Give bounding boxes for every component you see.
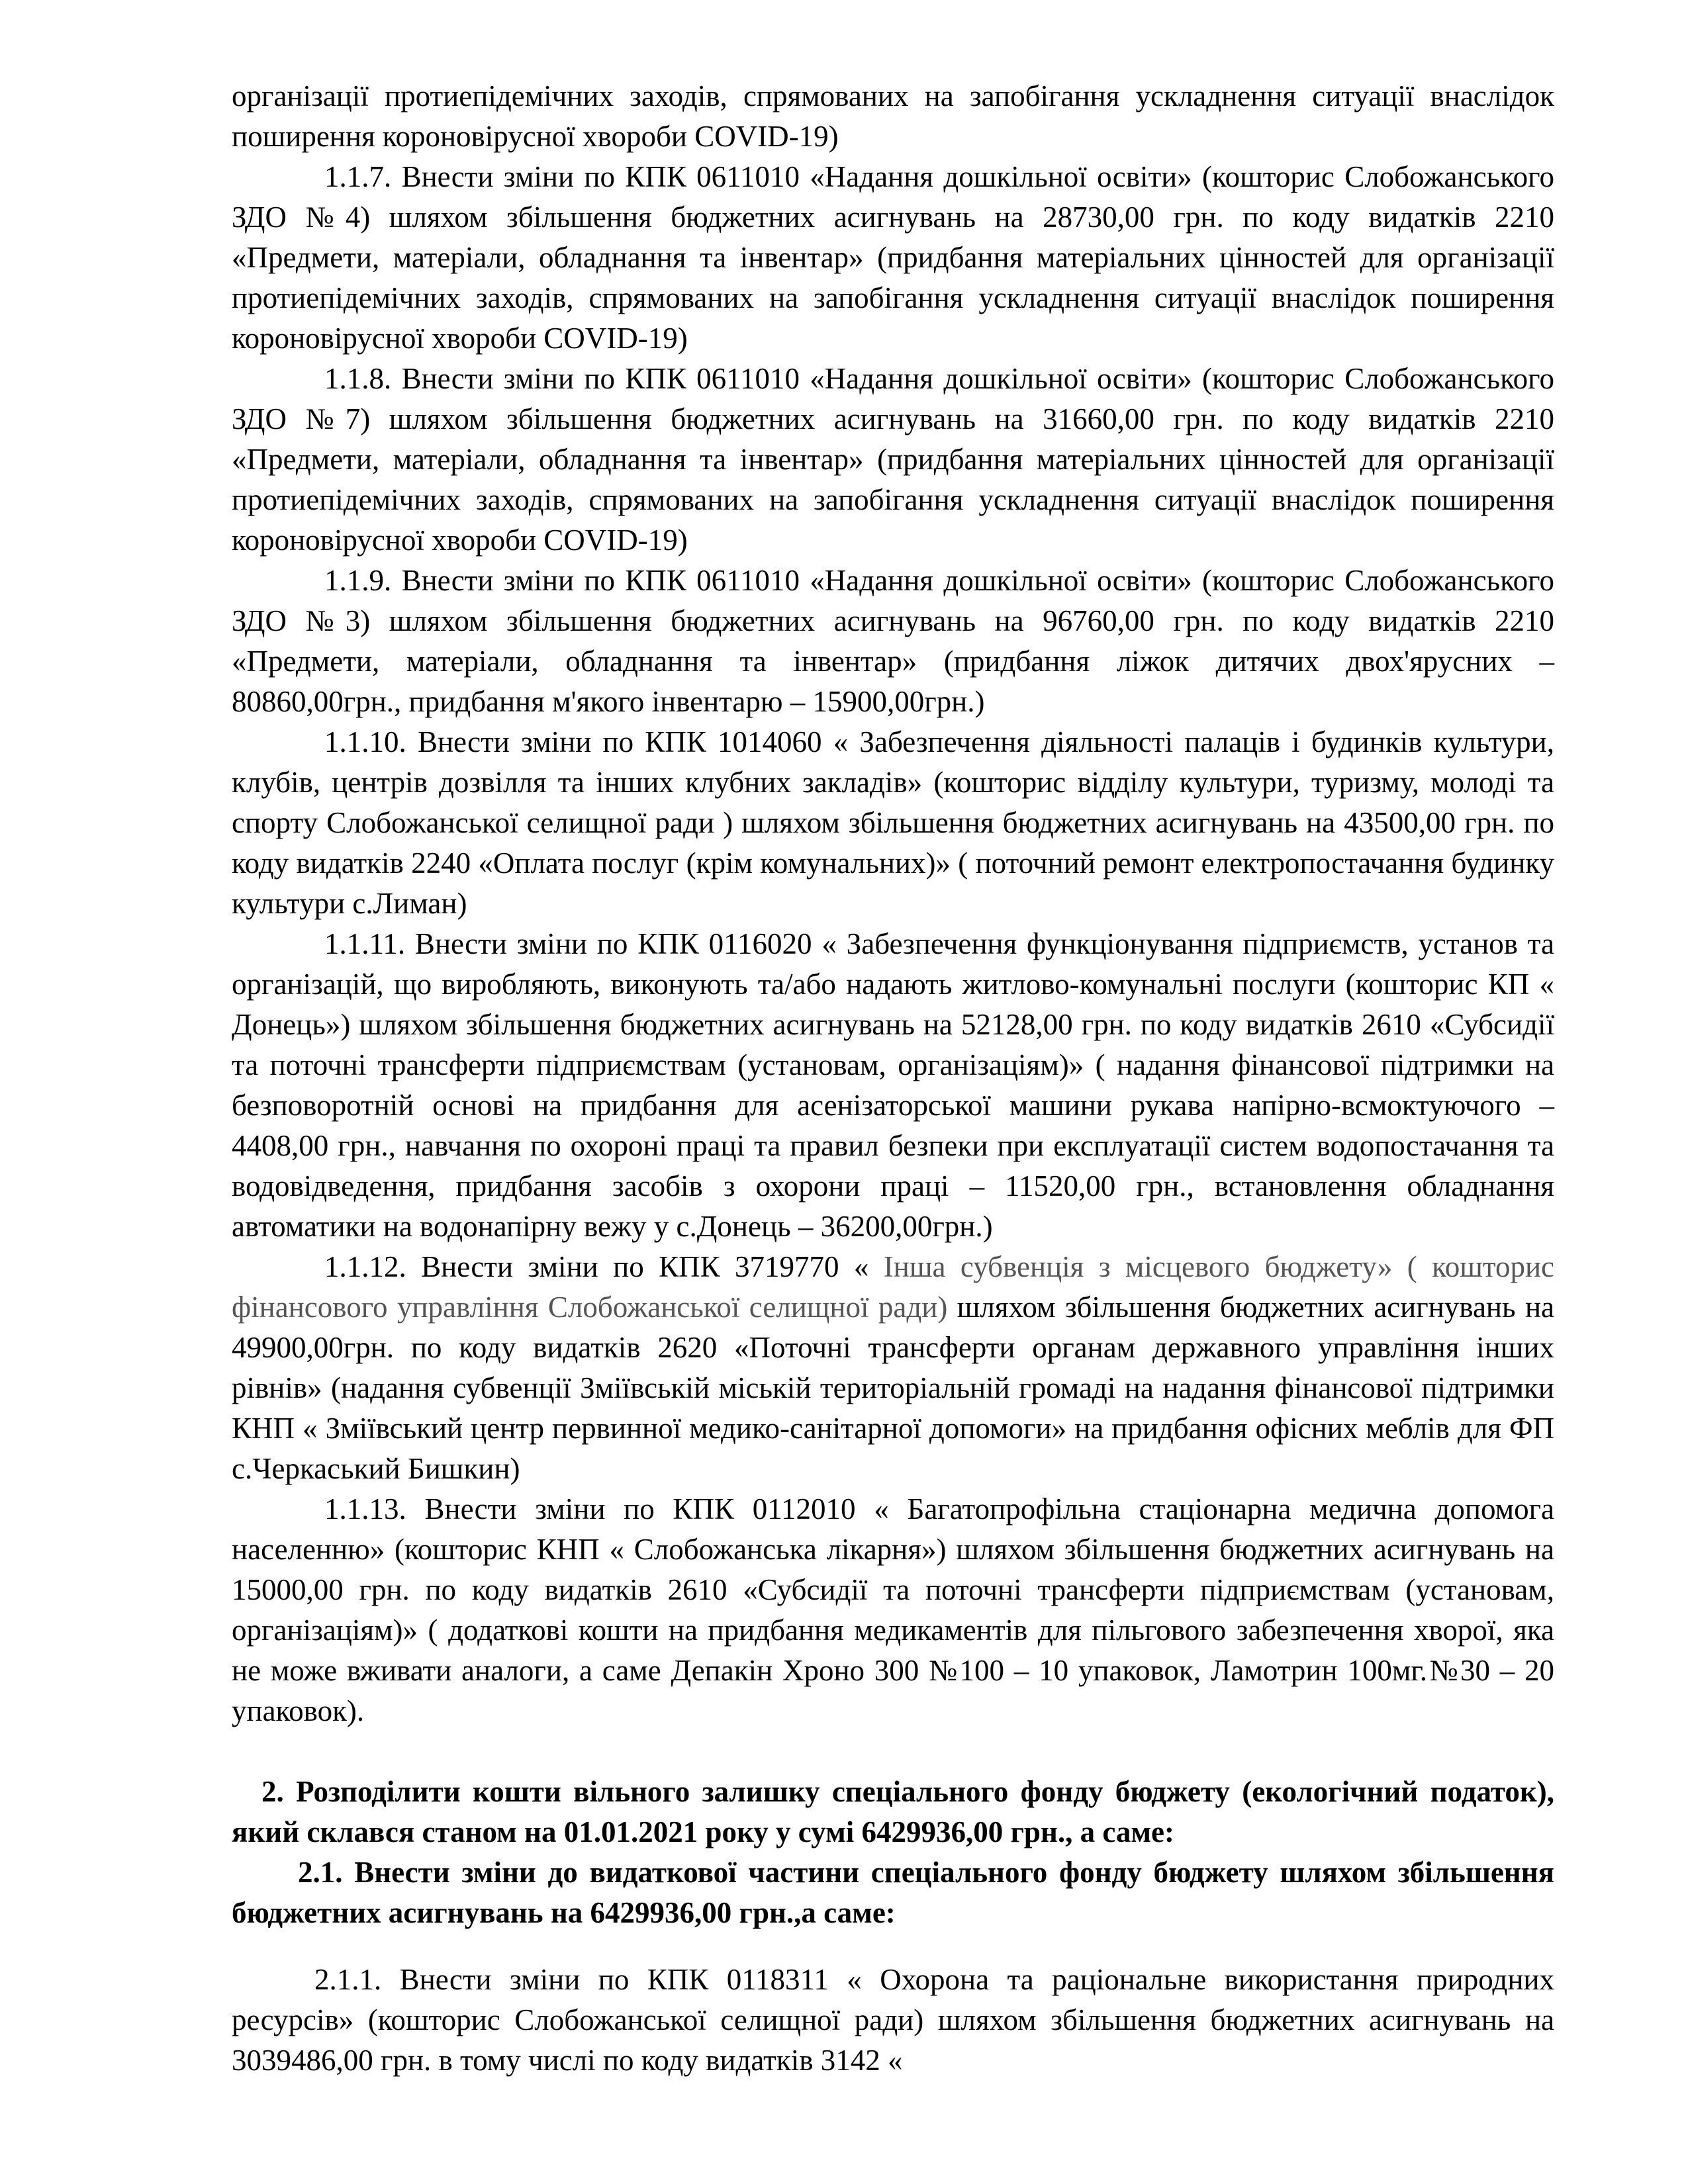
paragraph-1-1-12-rest: шляхом збільшення бюджетних асигнувань на 49900,00грн. по коду видатків 2620 «Поточні трансферти органам державного управління інших рівнів» (надання субвенції Зміївській міській територіальній громаді на надання фінансової підтримки КНП « Зміївський центр первинної медико-санітарної допомоги» на придбання офісних меблів для ФП с.Черкаський Бишкин)	[232, 1291, 1554, 1485]
section-2-1-heading: 2.1. Внести зміни до видаткової частини спеціального фонду бюджету шляхом збільшення бюджетних асигнувань на 6429936,00 грн.,а саме:	[232, 1856, 1554, 1929]
paragraph-1-1-10: 1.1.10. Внести зміни по КПК 1014060 « Забезпечення діяльності палаців і будинків культури, клубів, центрів дозвілля та інших клубних закладів» (кошторис відділу культури, туризму, молоді та спорту Слобожанської селищної ради ) шляхом збільшення бюджетних асигнувань на 43500,00 грн. по коду видатків 2240 «Оплата послуг (крім комунальних)» ( поточний ремонт електропостачання будинку культури с.Лиман)	[232, 725, 1554, 920]
paragraph-1-1-7: 1.1.7. Внести зміни по КПК 0611010 «Надання дошкільної освіти» (кошторис Слобожанського ЗДО №4) шляхом збільшення бюджетних асигнувань на 28730,00 грн. по коду видатків 2210 «Предмети, матеріали, обладнання та інвентар» (придбання матеріальних цінностей для організації протиепідемічних заходів, спрямованих на запобігання ускладнення ситуації внаслідок поширення короновірусної хвороби COVID-19)	[232, 160, 1554, 355]
spacer	[232, 1731, 1554, 1772]
paragraph-1-1-9: 1.1.9. Внести зміни по КПК 0611010 «Надання дошкільної освіти» (кошторис Слобожанського ЗДО №3) шляхом збільшення бюджетних асигнувань на 96760,00 грн. по коду видатків 2210 «Предмети, матеріали, обладнання та інвентар» (придбання ліжок дитячих двох'ярусних – 80860,00грн., придбання м'якого інвентарю – 15900,00грн.)	[232, 564, 1554, 718]
spacer	[232, 1933, 1554, 1960]
paragraph-2-1-1: 2.1.1. Внести зміни по КПК 0118311 « Охорона та раціональне використання природних ресурсів» (кошторис Слобожанської селищної ради) шляхом збільшення бюджетних асигнувань на 3039486,00 грн. в тому числі по коду видатків 3142 «	[232, 1963, 1554, 2077]
paragraph-1-1-13: 1.1.13. Внести зміни по КПК 0112010 « Багатопрофільна стаціонарна медична допомога населенню» (кошторис КНП « Слобожанська лікарня») шляхом збільшення бюджетних асигнувань на 15000,00 грн. по коду видатків 2610 «Субсидії та поточні трансферти підприємствам (установам, організаціям)» ( додаткові кошти на придбання медикаментів для пільгового забезпечення хворої, яка не може вживати аналоги, а саме Депакін Хроно 300 №100 – 10 упаковок, Ламотрин 100мг.№30 – 20 упаковок).	[232, 1492, 1554, 1727]
paragraph-1-1-12-lead: 1.1.12. Внести зміни по КПК 3719770 «	[324, 1250, 884, 1283]
paragraph-1-1-12	[232, 1247, 1554, 1489]
document-page	[232, 76, 1554, 2081]
paragraph-1-1-11: 1.1.11. Внести зміни по КПК 0116020 « Забезпечення функціонування підприємств, установ та організацій, що виробляють, виконують та/або надають житлово-комунальні послуги (кошторис КП « Донець») шляхом збільшення бюджетних асигнувань на 52128,00 грн. по коду видатків 2610 «Субсидії та поточні трансферти підприємствам (установам, організаціям)» ( надання фінансової підтримки на безповоротній основі на придбання для асенізаторської машини рукава напірно-всмоктуючого – 4408,00 грн., навчання по охороні праці та правил безпеки при експлуатації систем водопостачання та водовідведення, придбання засобів з охорони праці – 11520,00 грн., встановлення обладнання автоматики на водонапірну вежу у с.Донець – 36200,00грн.)	[232, 927, 1554, 1243]
section-2-heading: 2. Розподілити кошти вільного залишку спеціального фонду бюджету (екологічний податок), який склався станом на 01.01.2021 року у сумі 6429936,00 грн., а саме:	[232, 1775, 1554, 1848]
paragraph-continuation: організації протиепідемічних заходів, спрямованих на запобігання ускладнення ситуації внаслідок поширення короновірусної хвороби COVID-19)	[232, 79, 1554, 153]
paragraph-1-1-12-reference: Інша субвенція з місцевого бюджету» ( кошторис фінансового управління Слобожанської селищної ради)	[232, 1250, 1554, 1324]
paragraph-1-1-8: 1.1.8. Внести зміни по КПК 0611010 «Надання дошкільної освіти» (кошторис Слобожанського ЗДО №7) шляхом збільшення бюджетних асигнувань на 31660,00 грн. по коду видатків 2210 «Предмети, матеріали, обладнання та інвентар» (придбання матеріальних цінностей для організації протиепідемічних заходів, спрямованих на запобігання ускладнення ситуації внаслідок поширення короновірусної хвороби COVID-19)	[232, 362, 1554, 557]
